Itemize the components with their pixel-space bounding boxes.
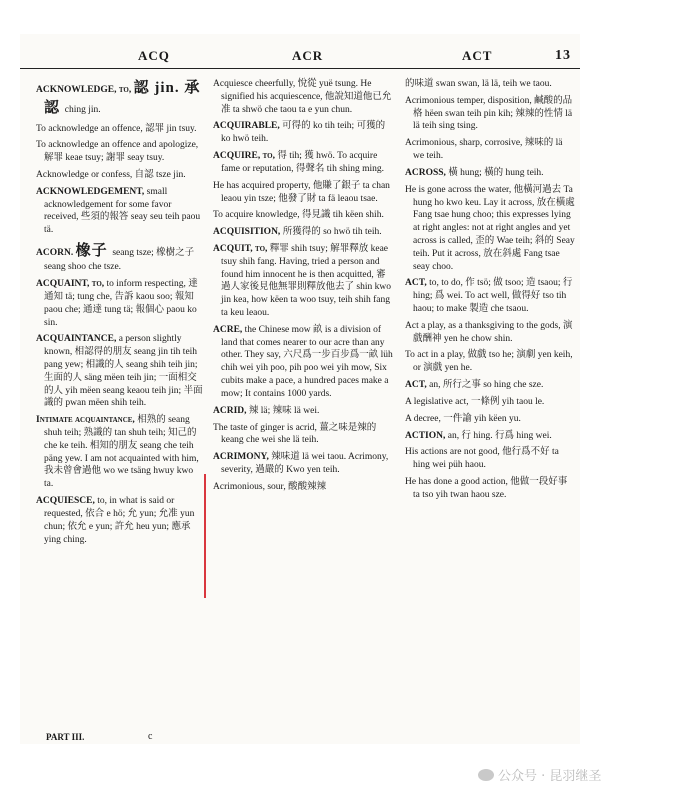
entry-definition: A decree, 一件諭 yih këen yu. [405, 413, 521, 424]
entry-headword: ACRE, [213, 324, 245, 335]
red-margin-mark [204, 474, 206, 598]
column-right [405, 78, 575, 506]
entry-headword: ACQUIT, to, [213, 243, 270, 254]
dictionary-entry [213, 422, 393, 448]
dictionary-entry [213, 324, 393, 401]
dictionary-entry [405, 446, 575, 472]
entry-definition: 所獲得的 so hwö tih teih. [282, 227, 382, 238]
entry-headword: ACTION, [405, 430, 448, 441]
entry-definition: to, in what is said or requested, 依合 e hö; 允 yun; 允准 yun chun; 依允 e yun; 許允 heu yun; 應承 ying ching. [44, 496, 195, 545]
entry-definition: 辣 lä; 辣味 lä wei. [248, 405, 320, 416]
entry-definition: He has acquired property, 他賺了銀子 ta chan leaou yin tsze; 他發了財 ta fä leaou tsae. [213, 180, 390, 204]
dictionary-entry [213, 180, 393, 206]
entry-definition: Acrimonious, sour, 酸酸辣辣 [213, 481, 327, 492]
entry-headword: ACROSS, [405, 167, 449, 178]
entry-definition: a person slightly known, 相認得的朋友 seang jin tih teih pang yew; 相識的人 seang shih teih jin; 生面的人 säng mëen teih jin; 一面相交的人 yih mëen seang keaou teih jin; 半面識的 pwan mëen shih teih. [44, 334, 203, 409]
entry-definition: A legislative act, 一條例 yih taou le. [405, 396, 545, 407]
entry-definition: The taste of ginger is acrid, 薑之味是辣的 keang che wei she lä teih. [213, 422, 377, 446]
dictionary-entry [36, 241, 204, 274]
dictionary-entry [213, 78, 393, 116]
entry-chinese: 認 jin. 承認 [44, 80, 201, 117]
dictionary-entry [213, 209, 393, 222]
dictionary-entry [213, 451, 393, 477]
entry-headword: ACT, [405, 380, 430, 391]
dictionary-entry [405, 430, 575, 443]
entry-chinese: 橡子 [75, 243, 113, 259]
dictionary-entry [405, 78, 575, 91]
dictionary-entry [405, 167, 575, 180]
dictionary-entry [405, 349, 575, 375]
entry-definition: Acquiesce cheerfully, 悅從 yuë tsung. He signified his acquiescence, 他說知道他已允准 ta shwö che taou ta e yun chun. [213, 79, 392, 115]
dictionary-entry [36, 139, 204, 165]
entry-headword: ACQUIESCE, [36, 496, 98, 507]
entry-headword: ACT, [405, 278, 430, 289]
entry-definition: to, to do, 作 tsö; 做 tsoo; 造 tsaou; 行 hing; 爲 wei. To act well, 做得好 tso tih haou; to make 製造 che tsaou. [413, 278, 573, 314]
dictionary-entry [405, 184, 575, 274]
dictionary-entry [36, 414, 204, 491]
entry-definition: To acknowledge an offence and apologize, 解罪 keae tsuy; 謝罪 seay tsuy. [36, 140, 199, 164]
entry-headword: Intimate acquaintance, [36, 415, 138, 426]
entry-definition: To act in a play, 做戲 tso he; 演劇 yen keih, or 演戲 yen he. [405, 350, 573, 374]
entry-definition: 得 tih; 獲 hwö. To acquire fame or reputation, 得聲名 tih shing ming. [221, 151, 385, 174]
entry-headword: ACQUAINT, to, [36, 279, 107, 290]
entry-definition: 可得的 ko tih teih; 可獲的 ko hwö teih. [221, 121, 386, 145]
entry-definition: To acknowledge an offence, 認罪 jin tsuy. [36, 123, 197, 134]
entry-definition: an, 行 hing. 行爲 hing wei. [447, 430, 552, 441]
watermark-text: 公众号 · 昆羽继圣 [498, 769, 602, 784]
entry-definition: 釋罪 shih tsuy; 解罪釋放 keae tsuy shih fang. Having, tried a person and found him innocent he is then acquitted, 審過人家後見他無罪則釋放他去了 shin kwo jin kea, how këen ta woo tsuy, teih shih fang ta keu leaou. [221, 243, 391, 318]
header-right-guide: ACT [462, 48, 493, 63]
entry-definition: He is gone across the water, 他橫河過去 Ta hung ho kwo keu. Lay it across, 放在橫處 Fang tsae hung choo; this expresses lying at right angles: not at right angles and yet across is called, 歪的 Wae teih; 斜的 Seay teih. Put it across, 放在斜處 Fang tsae seay choo. [405, 184, 575, 272]
header-middle-guide: ACR [292, 48, 324, 63]
dictionary-entry [36, 78, 204, 119]
entry-definition: seang tsze; 橡樹之子 seang shoo che tsze. [44, 248, 195, 273]
footer-signature: c [148, 731, 153, 742]
entry-definition: the Chinese mow 畝 is a division of land that comes nearer to our acre than any other. They say, 六尺爲一步百步爲一畝 lüh chih wei yih poo, pih poo wei yih mow, Six cubits make a pace, a hundred paces make a mow; It contains 1000 yards. [221, 324, 393, 399]
entry-headword: ACRIMONY, [213, 452, 272, 463]
dictionary-entry [213, 405, 393, 418]
dictionary-entry [36, 333, 204, 410]
entry-definition: Acrimonious temper, disposition, 鹹酸的品格 hëen swan teih pin kih; 辣辣的性情 lä lä teih sing tsing. [405, 95, 573, 132]
entry-definition: Acrimonious, sharp, corrosive, 辣味的 lä we teih. [405, 138, 563, 162]
dictionary-entry [405, 277, 575, 315]
column-middle [213, 78, 393, 498]
dictionary-entry [213, 481, 393, 494]
dictionary-entry [36, 123, 204, 136]
entry-definition: Act a play, as a thanksgiving to the gods, 演戲酬神 yen he chow shin. [405, 320, 573, 344]
entry-headword: ACORN. [36, 248, 76, 258]
entry-definition: an, 所行之事 so hing che sze. [429, 380, 544, 391]
entry-definition: ching jin. [64, 105, 101, 116]
dictionary-entry [213, 120, 393, 146]
dictionary-entry [405, 396, 575, 409]
dictionary-entry [36, 278, 204, 329]
column-left [36, 78, 204, 550]
wechat-icon [478, 769, 494, 781]
dictionary-entry [405, 476, 575, 502]
page-header [20, 42, 580, 69]
entry-definition: 相熟的 seang shuh teih; 熟識的 tan shuh teih; 知己的 che ke teih. 相知的朋友 seang che teih päng yew. I am not acquainted with him, 我未曾會過他 wo we tsäng hwuy kwo ta. [44, 415, 199, 490]
dictionary-entry [213, 150, 393, 176]
entry-definition: 辣味道 lä wei taou. Acrimony, severity, 過嚴的 Kwo yen teih. [221, 452, 389, 475]
entry-definition: He has done a good action, 他做一段好事 ta tso yih twan haou sze. [405, 476, 568, 500]
entry-definition: 的味道 swan swan, lä lä, teih we taou. [405, 79, 552, 89]
dictionary-entry [405, 320, 575, 346]
entry-headword: ACQUIRE, to, [213, 151, 278, 162]
dictionary-entry [36, 186, 204, 237]
header-left-guide: ACQ [138, 48, 170, 63]
entry-definition: 橫 hung; 橫的 hung teih. [448, 167, 544, 178]
dictionary-entry [405, 95, 575, 133]
dictionary-entry [213, 226, 393, 239]
entry-headword: ACQUIRABLE, [213, 121, 283, 132]
entry-definition: To acquire knowledge, 得見識 tih këen shih. [213, 210, 384, 221]
entry-definition: His actions are not good, 他行爲不好 ta hing wei püh haou. [405, 447, 559, 471]
dictionary-entry [213, 243, 393, 320]
entry-headword: ACRID, [213, 405, 249, 416]
dictionary-entry [405, 137, 575, 163]
watermark [478, 765, 601, 784]
entry-definition: small acknowledgement for some favor received, 些須的報答 seay seu teih paou tä. [44, 186, 201, 236]
entry-headword: ACQUISITION, [213, 227, 283, 238]
dictionary-entry [405, 413, 575, 426]
footer-part: PART III. [46, 732, 85, 742]
entry-definition: to inform respecting, 達通知 tä; tung che, 告訴 kaou soo; 報知 paou che; 通達 tung tä; 報個心 paou ko sin. [44, 279, 198, 328]
entry-headword: ACQUAINTANCE, [36, 334, 119, 345]
entry-headword: ACKNOWLEDGEMENT, [36, 186, 147, 197]
dictionary-entry [405, 379, 575, 392]
dictionary-entry [36, 495, 204, 546]
entry-headword: ACKNOWLEDGE, to, [36, 85, 134, 95]
dictionary-entry [36, 169, 204, 182]
entry-definition: Acknowledge or confess, 自認 tsze jin. [36, 169, 186, 180]
page-number: 13 [555, 48, 571, 63]
